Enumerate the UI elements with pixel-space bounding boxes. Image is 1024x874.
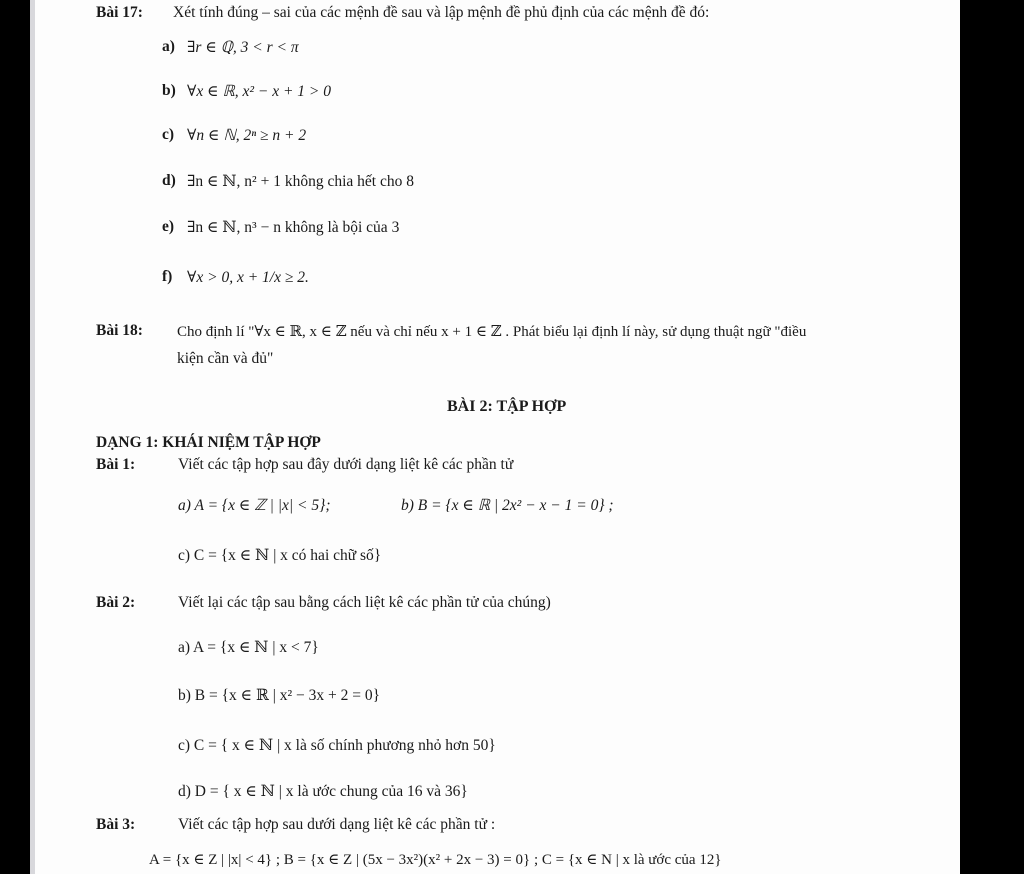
bai17-item-f: ∀x > 0, x + 1/x ≥ 2. [187, 269, 309, 286]
bai1-item-b: b) B = {x ∈ ℝ | 2x² − x − 1 = 0} ; [401, 497, 614, 514]
bai2-label: Bài 2: [96, 594, 136, 611]
bai18-label: Bài 18: [96, 322, 143, 339]
bai17-item-f-key: f) [162, 268, 173, 285]
bai17-item-a-key: a) [162, 38, 175, 55]
bai17-label: Bài 17: [96, 4, 143, 21]
bai2-item-c: c) C = { x ∈ ℕ | x là số chính phương nhỏ hơn 50} [178, 737, 496, 754]
bai17-item-c: ∀n ∈ ℕ, 2ⁿ ≥ n + 2 [187, 127, 307, 144]
bai3-text: Viết các tập hợp sau dưới dạng liệt kê các phần tử : [178, 816, 496, 833]
bai1-item-a: a) A = {x ∈ ℤ | |x| < 5}; [178, 497, 331, 514]
bai17-item-e: ∃n ∈ ℕ, n³ − n không là bội của 3 [187, 219, 400, 236]
bai18-line1: Cho định lí "∀x ∈ ℝ, x ∈ ℤ nếu và chỉ nếu x + 1 ∈ ℤ . Phát biểu lại định lí này, sử dụng thuật ngữ "điều [177, 324, 807, 340]
bai17-text: Xét tính đúng – sai của các mệnh đề sau và lập mệnh đề phủ định của các mệnh đề đó: [173, 4, 710, 21]
bai17-item-a: ∃r ∈ ℚ, 3 < r < π [187, 39, 299, 56]
bai2-item-d: d) D = { x ∈ ℕ | x là ước chung của 16 và 36} [178, 783, 468, 800]
bai17-item-c-key: c) [162, 126, 175, 143]
bai3-label: Bài 3: [96, 816, 136, 833]
bai17-item-e-key: e) [162, 218, 175, 235]
bai1-item-c: c) C = {x ∈ ℕ | x có hai chữ số} [178, 547, 382, 564]
bai1-text: Viết các tập hợp sau đây dưới dạng liệt kê các phần tử [178, 456, 514, 473]
bai17-item-b: ∀x ∈ ℝ, x² − x + 1 > 0 [187, 83, 332, 100]
dang1-heading: DẠNG 1: KHÁI NIỆM TẬP HỢP [96, 434, 321, 451]
section-title: BÀI 2: TẬP HỢP [447, 398, 567, 415]
bai1-label: Bài 1: [96, 456, 136, 473]
bai17-item-d-key: d) [162, 172, 176, 189]
bai18-line2: kiện cần và đủ" [177, 350, 274, 367]
bai3-expr: A = {x ∈ Z | |x| < 4} ; B = {x ∈ Z | (5x − 3x²)(x² + 2x − 3) = 0} ; C = {x ∈ N | x là ước của 12} [149, 852, 722, 868]
bai17-item-d: ∃n ∈ ℕ, n² + 1 không chia hết cho 8 [187, 173, 414, 190]
bai17-item-b-key: b) [162, 82, 176, 99]
bai2-text: Viết lại các tập sau bằng cách liệt kê các phần tử của chúng) [178, 594, 551, 611]
document-page [30, 0, 960, 874]
bai2-item-a: a) A = {x ∈ ℕ | x < 7} [178, 639, 319, 656]
bai2-item-b: b) B = {x ∈ ℝ | x² − 3x + 2 = 0} [178, 687, 381, 704]
